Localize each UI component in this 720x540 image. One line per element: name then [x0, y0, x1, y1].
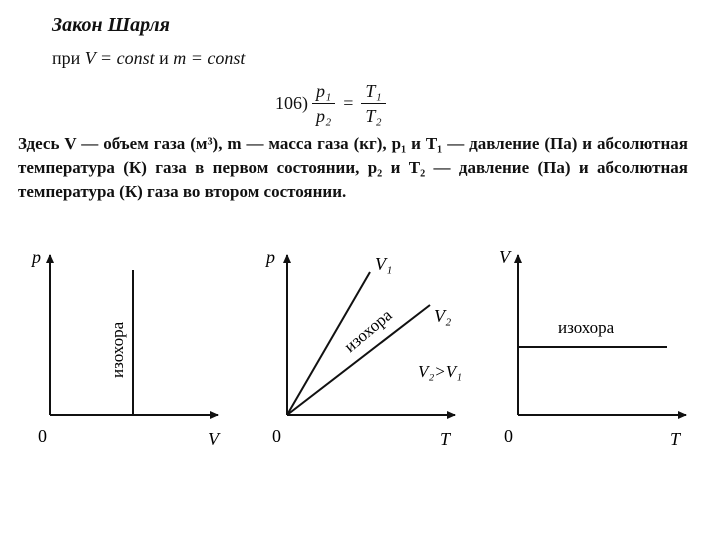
- condition-prefix: при: [52, 48, 81, 68]
- graph3-curve-label: изохора: [558, 318, 615, 337]
- isochoric-graphs: [0, 230, 720, 470]
- formula-number: 106): [275, 92, 308, 113]
- graph2-v2-label: V₂: [434, 306, 452, 326]
- graph1-origin: 0: [38, 426, 47, 446]
- graph1-y-label: p: [32, 247, 41, 267]
- pressure-denominator: p₂: [316, 105, 332, 126]
- pressure-numerator: p₁: [312, 81, 335, 104]
- graph2-v1-label: V₁: [375, 254, 393, 274]
- temperature-denominator: T₂: [365, 105, 382, 126]
- graph1-curve-label: изохора: [108, 321, 127, 378]
- temperature-numerator: T₁: [361, 81, 385, 104]
- charles-law-formula: [275, 78, 390, 128]
- pressure-fraction: [312, 81, 335, 126]
- temperature-fraction: [361, 81, 385, 126]
- condition-mass-const: m = const: [173, 48, 246, 68]
- graph3-origin: 0: [504, 426, 513, 446]
- graph-v-t: [499, 247, 686, 449]
- graph2-line-v2: [287, 305, 430, 415]
- equals-sign: =: [343, 92, 354, 113]
- graph2-origin: 0: [272, 426, 281, 446]
- page-title: Закон Шарля: [52, 14, 170, 36]
- condition-and: и: [159, 48, 169, 68]
- graph1-x-label: V: [208, 429, 219, 449]
- graph2-relation: V₂>V₁: [418, 362, 463, 381]
- graph2-y-label: p: [266, 247, 275, 267]
- graph2-curve-label: изохора: [340, 305, 396, 357]
- explanation-paragraph: Здесь V — объем газа (м³), m — масса газа (кг), p₁ и T₁ — давление (Па) и абсолютная температура (К) газа в первом состоянии, p₂ и T₂ — давление (Па) и абсолютная температура (К) газа во втором состоянии.: [18, 134, 688, 201]
- graph2-x-label: T: [440, 429, 451, 449]
- condition-volume-const: V = const: [84, 48, 155, 68]
- graph3-y-label: V: [499, 247, 510, 267]
- condition-line: [52, 48, 245, 69]
- graph3-x-label: T: [670, 429, 681, 449]
- graph-p-t: [264, 247, 462, 449]
- graph-p-v: [30, 247, 221, 449]
